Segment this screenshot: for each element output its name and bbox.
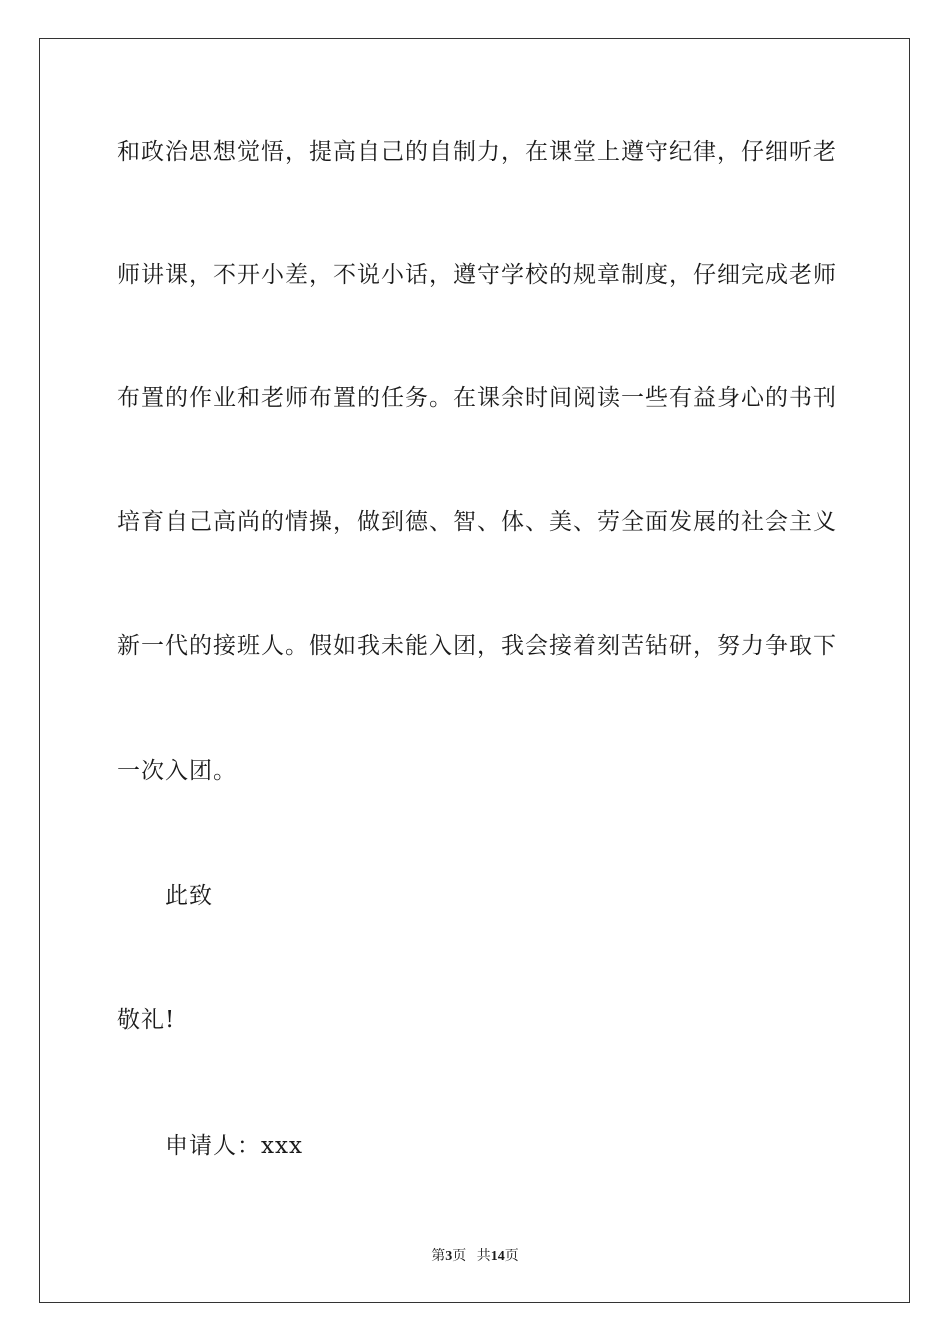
- page-prefix: 第: [431, 1249, 446, 1264]
- signature-text: 申请人：xxx: [165, 1133, 303, 1159]
- body-text-line-1: 和政治思想觉悟，提高自己的自制力，在课堂上遵守纪律，仔细听老: [117, 139, 837, 165]
- body-text-line-5: 新一代的接班人。假如我未能入团，我会接着刻苦钻研，努力争取下: [117, 633, 837, 659]
- body-text-line-3: 布置的作业和老师布置的任务。在课余时间阅读一些有益身心的书刊: [117, 385, 837, 411]
- current-page-number: 3: [445, 1249, 453, 1264]
- body-text-line-2: 师讲课，不开小差，不说小话，遵守学校的规章制度，仔细完成老师: [117, 262, 837, 288]
- total-prefix: 共: [476, 1249, 491, 1264]
- page-border: [39, 38, 910, 1303]
- total-page-number: 14: [490, 1249, 505, 1264]
- body-text-line-4: 培育自己高尚的情操，做到德、智、体、美、劳全面发展的社会主义: [117, 509, 837, 535]
- total-suffix: 页: [504, 1249, 519, 1264]
- closing-text: 此致: [165, 883, 213, 909]
- body-text-line-6: 一次入团。: [117, 758, 237, 784]
- salute-text: 敬礼!: [117, 1007, 176, 1033]
- page-number-footer: [0, 1248, 950, 1266]
- page-suffix: 页: [452, 1249, 467, 1264]
